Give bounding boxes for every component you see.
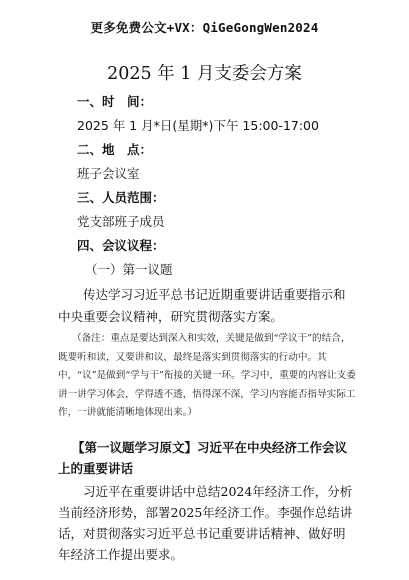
agenda-item-1: （一）第一议题 [85, 262, 173, 277]
section-people-label: 三、人员范围： [77, 190, 165, 205]
agenda-note: （备注：重点是要达到深入和实效，关键是做到“学议干”的结合，既要听和读，又要讲和议，最终是落实到贯彻落实的行动中。其中，“议”是做到“学与干”衔接的关键一环。学习中，重要的内容让支委讲一讲学习体会，学得透不透，悟得深不深，学习内容能否指导实际工作，一讲就能清晰地体现出来。） [58, 333, 356, 418]
document-title: 2025 年 1 月支委会方案 [107, 64, 302, 84]
section-time-label: 一、时 间： [77, 94, 153, 109]
promo-header: 更多免费公文+VX：QiGeGongWen2024 [90, 20, 319, 35]
section-agenda-label: 四、会议议程： [77, 238, 165, 253]
section-place-label: 二、地 点： [77, 142, 153, 157]
place-value: 班子会议室 [77, 166, 140, 181]
study-body: 习近平在重要讲话中总结2024年经济工作，分析当前经济形势，部署2025年经济工作。李强作总结讲话，对贯彻落实习近平总书记重要讲话精神、做好明年经济工作提出要求。 [58, 484, 353, 562]
time-value: 2025 年 1 月*日(星期*)下午 15:00-17:00 [77, 118, 319, 133]
people-value: 党支部班子成员 [77, 214, 165, 229]
study-heading: 【第一议题学习原文】习近平在中央经济工作会议上的重要讲话 [58, 440, 348, 476]
agenda-item-1-description: 传达学习习近平总书记近期重要讲话重要指示和中央重要会议精神，研究贯彻落实方案。 [58, 287, 346, 324]
